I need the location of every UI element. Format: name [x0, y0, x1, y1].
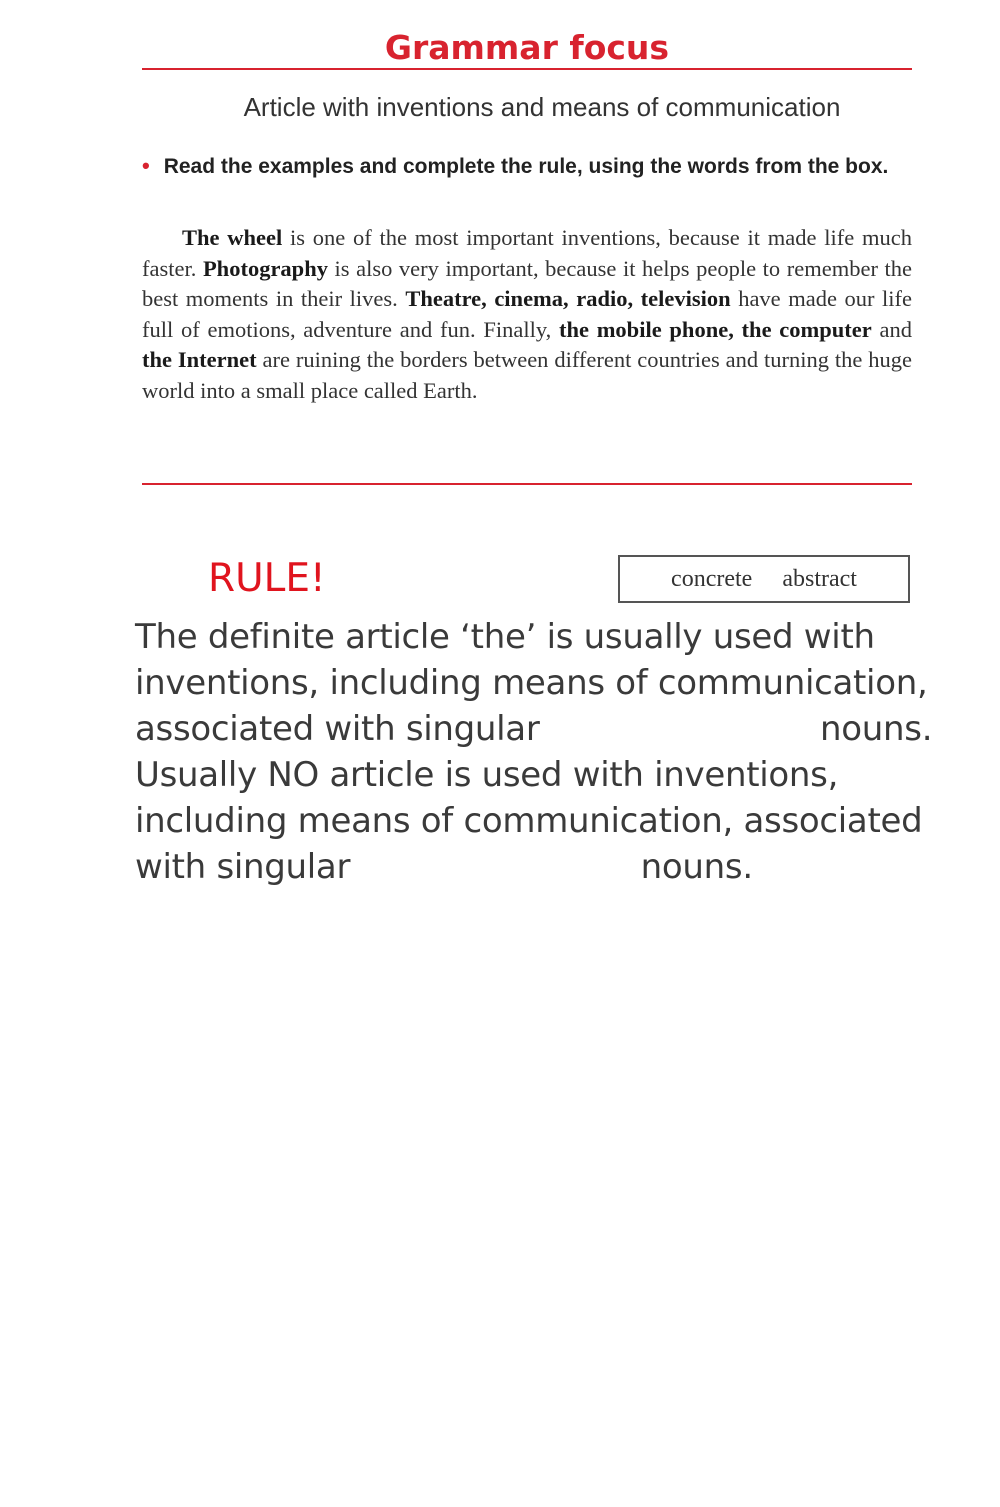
word-concrete[interactable]: concrete: [671, 565, 753, 592]
example-text: is also very important, because it helps people to remember the best moments in their lives.: [142, 255, 912, 312]
rule-heading: RULE!: [208, 556, 326, 601]
example-text: is one of the most important inventions, because it made life much faster.: [142, 225, 912, 281]
example-bold-internet: the Internet: [142, 347, 257, 373]
top-divider: [142, 68, 912, 70]
word-abstract[interactable]: abstract: [782, 565, 857, 592]
example-bold-photography: Photography: [202, 255, 328, 281]
rule-sentence-2-end: nouns.: [640, 847, 753, 887]
example-text: have made our life full of emotions, adventure and fun. Finally,: [142, 286, 912, 342]
bullet-icon: •: [142, 153, 150, 178]
rule-sentence-1: The definite article ‘the’ is usually used with inventions, including means of communication, associated with singular: [135, 617, 928, 749]
example-text: and: [871, 316, 912, 342]
example-text: are ruining the borders between different countries and turning the huge world into a small place called Earth.: [142, 347, 912, 403]
rule-sentence-2: Usually NO article is used with inventions, including means of communication, associated with singular: [135, 755, 923, 887]
example-bold-media: Theatre, cinema, radio, television: [405, 286, 731, 312]
instruction-text: Read the examples and complete the rule, using the words from the box.: [163, 155, 889, 178]
bottom-divider: [142, 483, 912, 485]
example-paragraph: [142, 223, 912, 407]
example-bold-wheel: The wheel: [182, 225, 283, 250]
rule-text: [135, 614, 965, 890]
rule-sentence-1-end: nouns.: [820, 709, 933, 749]
page-title: Grammar focus: [384, 28, 670, 67]
word-box: [618, 555, 910, 603]
section-subtitle: Article with inventions and means of communication: [243, 92, 841, 122]
example-bold-devices: the mobile phone, the computer: [558, 316, 872, 342]
instruction: [142, 151, 912, 181]
